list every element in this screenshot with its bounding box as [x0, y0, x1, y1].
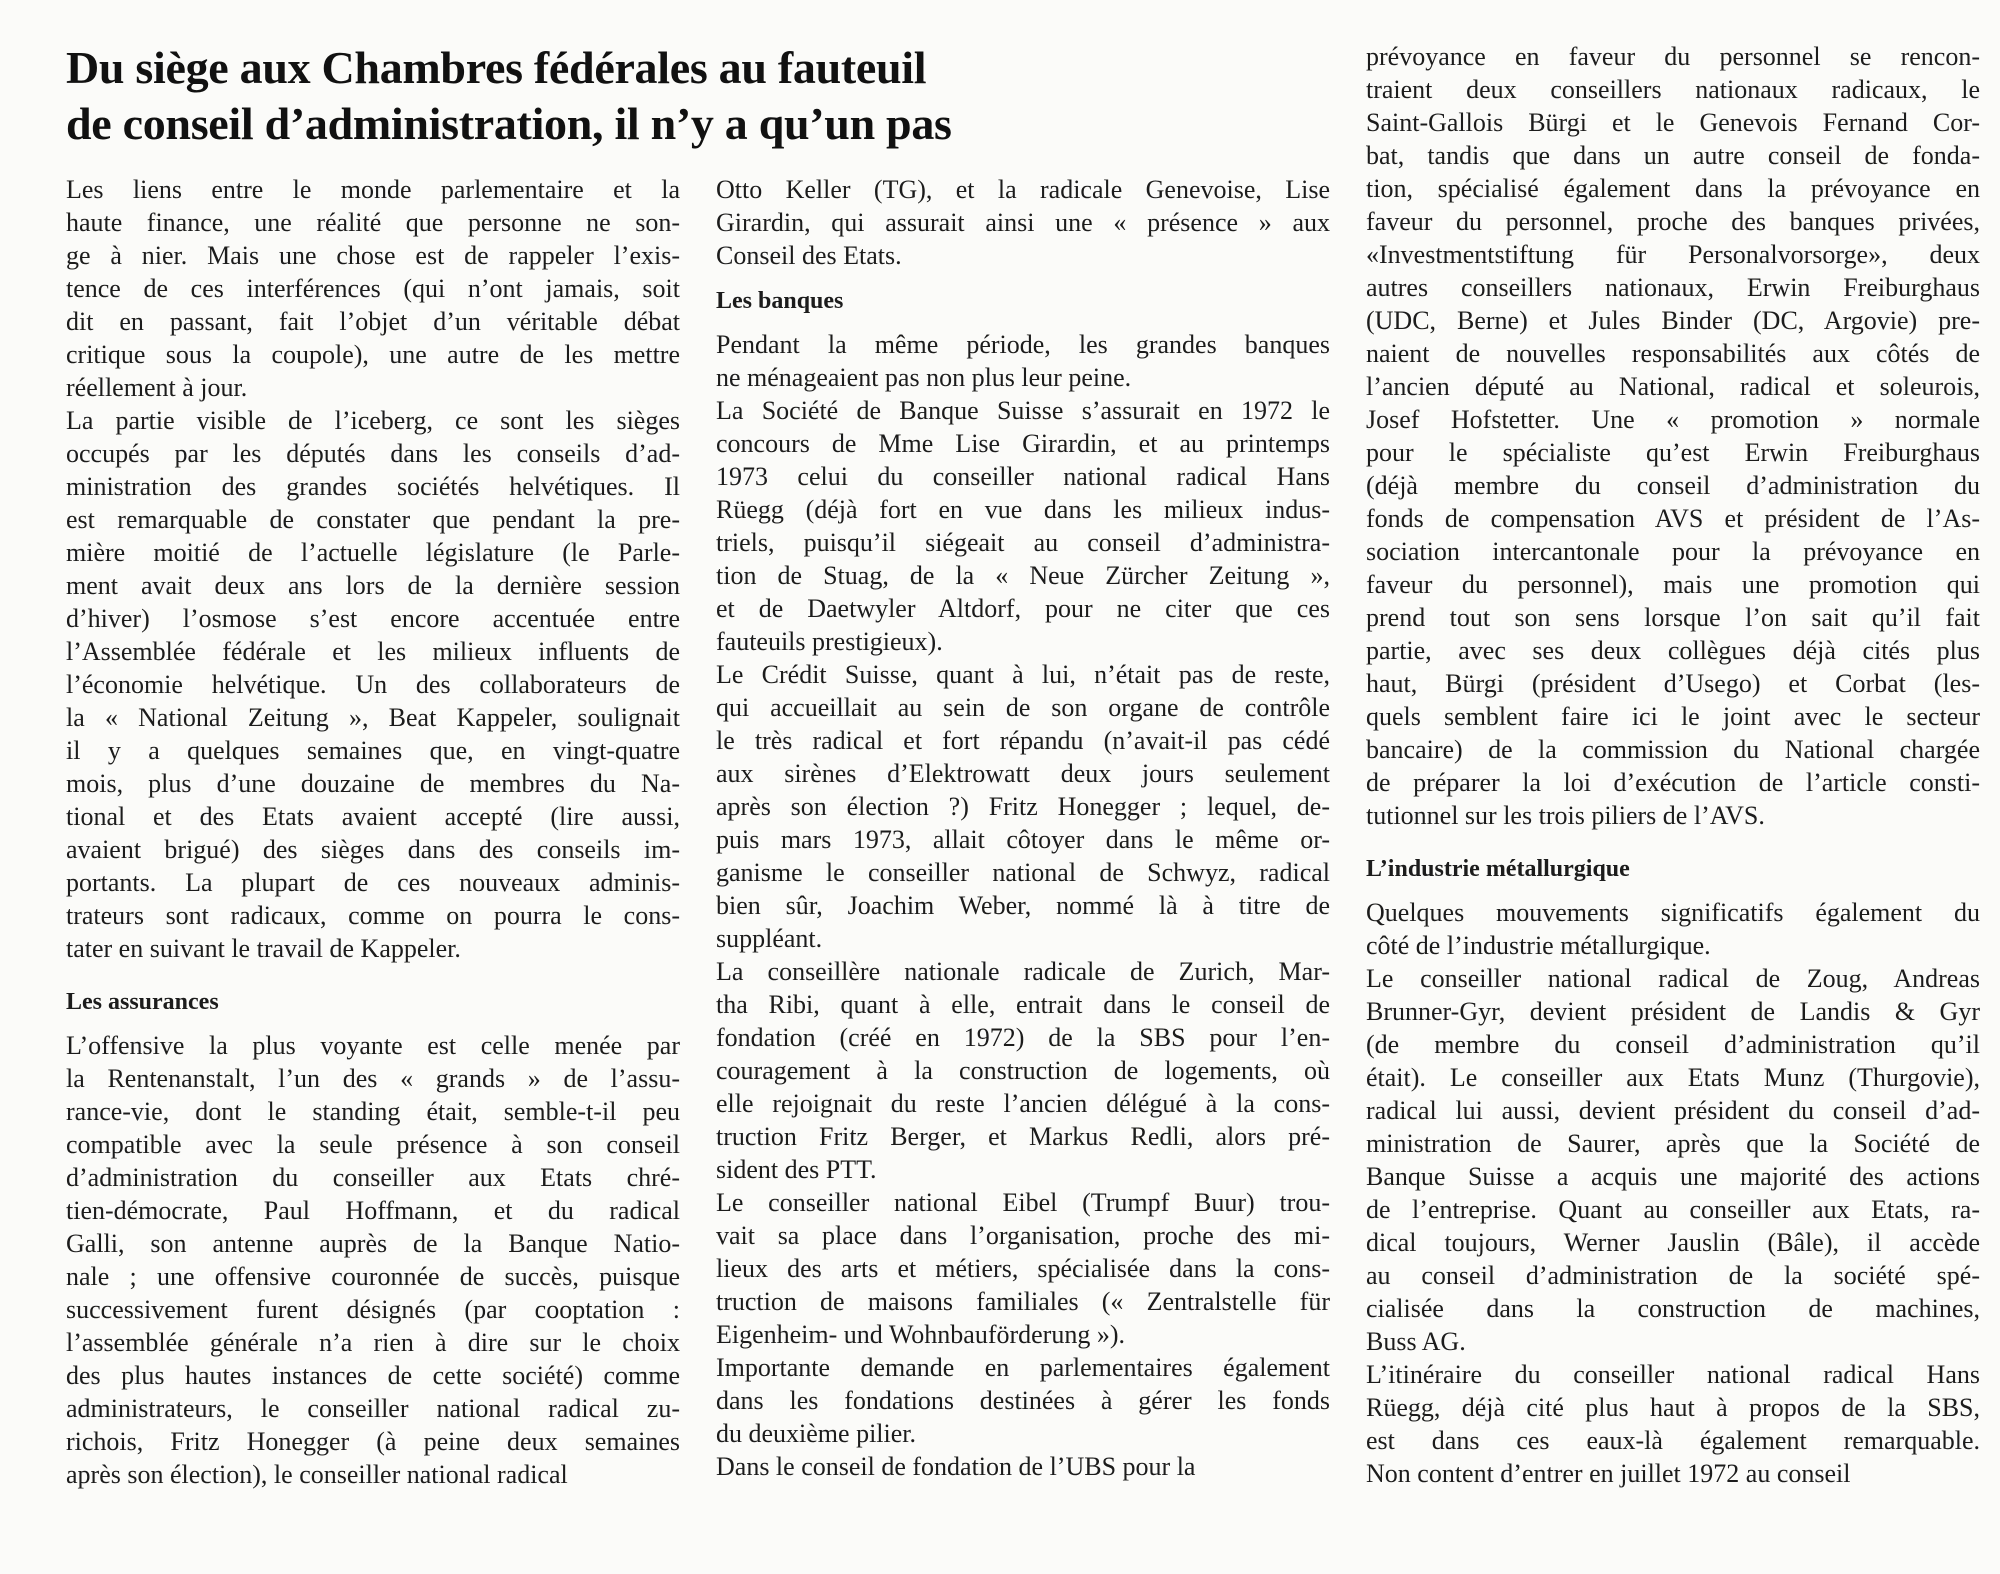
- section-heading-banques: Les banques: [716, 288, 844, 314]
- text-line: pour le spécialiste qu’est Erwin Freiburghaus: [1366, 438, 1980, 467]
- text-line: administrateurs, le conseiller national radical zu-: [66, 1394, 680, 1423]
- text-line: Banque Suisse a acquis une majorité des actions: [1366, 1162, 1980, 1191]
- text-line: après son élection ?) Fritz Honegger ; lequel, de-: [716, 792, 1330, 821]
- text-line: L’offensive la plus voyante est celle menée par: [66, 1031, 680, 1060]
- text-line: concours de Mme Lise Girardin, et au printemps: [716, 429, 1330, 458]
- text-line: mois, plus d’une douzaine de membres du Na-: [66, 769, 680, 798]
- text-line: au conseil d’administration de la société spé-: [1366, 1261, 1980, 1290]
- column-3: [1366, 40, 1980, 1490]
- text-line: Dans le conseil de fondation de l’UBS pour la: [716, 1452, 1196, 1481]
- column-2: [716, 173, 1330, 1483]
- text-line: trateurs sont radicaux, comme on pourra le cons-: [66, 901, 680, 930]
- text-line: la « National Zeitung », Beat Kappeler, soulignait: [66, 703, 680, 732]
- text-line: nale ; une offensive couronnée de succès, puisque: [66, 1262, 680, 1291]
- text-line: Pendant la même période, les grandes banques: [716, 330, 1330, 359]
- text-line: tater en suivant le travail de Kappeler.: [66, 934, 461, 963]
- text-line: truction Fritz Berger, et Markus Redli, alors pré-: [716, 1122, 1330, 1151]
- text-line: Josef Hofstetter. Une « promotion » normale: [1366, 405, 1980, 434]
- text-line: dical toujours, Werner Jauslin (Bâle), il accède: [1366, 1228, 1980, 1257]
- text-line: Importante demande en parlementaires également: [716, 1353, 1330, 1382]
- text-line: de l’entreprise. Quant au conseiller aux Etats, ra-: [1366, 1195, 1980, 1224]
- headline-line: Du siège aux Chambres fédérales au fauteuil: [66, 42, 927, 93]
- paragraph: [716, 658, 1330, 955]
- text-line: «Investmentstiftung für Personalvorsorge», deux: [1366, 240, 1980, 269]
- text-line: ge à nier. Mais une chose est de rappeler l’exis-: [66, 241, 680, 270]
- text-line: l’assemblée générale n’a rien à dire sur le choix: [66, 1328, 680, 1357]
- text-line: fauteuils prestigieux).: [716, 627, 943, 656]
- text-line: Girardin, qui assurait ainsi une « présence » aux: [716, 208, 1330, 237]
- text-line: qui accueillait au sein de son organe de contrôle: [716, 693, 1330, 722]
- text-line: Rüegg (déjà fort en vue dans les milieux indus-: [716, 495, 1330, 524]
- text-line: du deuxième pilier.: [716, 1419, 917, 1448]
- text-line: Quelques mouvements significatifs également du: [1366, 898, 1980, 927]
- text-line: tence de ces interférences (qui n’ont jamais, soit: [66, 274, 680, 303]
- text-line: suppléant.: [716, 924, 823, 953]
- article-headline: [66, 40, 1306, 152]
- text-line: aux sirènes d’Elektrowatt deux jours seulement: [716, 759, 1330, 788]
- text-line: ment avait deux ans lors de la dernière session: [66, 571, 680, 600]
- column-1: [66, 173, 680, 1491]
- text-line: (de membre du conseil d’administration qu’il: [1366, 1030, 1980, 1059]
- text-line: ministration des grandes sociétés helvétiques. Il: [66, 472, 680, 501]
- text-line: sident des PTT.: [716, 1155, 877, 1184]
- text-line: tien-démocrate, Paul Hoffmann, et du radical: [66, 1196, 680, 1225]
- text-line: portants. La plupart de ces nouveaux adminis-: [66, 868, 680, 897]
- text-line: Rüegg, déjà cité plus haut à propos de la SBS,: [1366, 1393, 1980, 1422]
- text-line: ministration de Saurer, après que la Société de: [1366, 1129, 1980, 1158]
- text-line: Buss AG.: [1366, 1327, 1466, 1356]
- text-line: l’ancien député au National, radical et soleurois,: [1366, 372, 1980, 401]
- paragraph: [66, 404, 680, 965]
- section-heading-industrie: L’industrie métallurgique: [1366, 856, 1630, 882]
- text-line: haute finance, une réalité que personne ne son-: [66, 208, 680, 237]
- paragraph: [716, 955, 1330, 1186]
- text-line: côté de l’industrie métallurgique.: [1366, 931, 1711, 960]
- text-line: sociation intercantonale pour la prévoyance en: [1366, 537, 1980, 566]
- text-line: Brunner-Gyr, devient président de Landis & Gyr: [1366, 997, 1980, 1026]
- text-line: puis mars 1973, allait côtoyer dans le même or-: [716, 825, 1330, 854]
- text-line: triels, puisqu’il siégeait au conseil d’administra-: [716, 528, 1330, 557]
- paragraph: [66, 1029, 680, 1491]
- text-line: fondation (créé en 1972) de la SBS pour l’en-: [716, 1023, 1330, 1052]
- text-line: réellement à jour.: [66, 373, 248, 402]
- text-line: était). Le conseiller aux Etats Munz (Thurgovie),: [1366, 1063, 1980, 1092]
- text-line: cialisée dans la construction de machines,: [1366, 1294, 1980, 1323]
- text-line: bien sûr, Joachim Weber, nommé là à titre de: [716, 891, 1330, 920]
- text-line: traient deux conseillers nationaux radicaux, le: [1366, 75, 1980, 104]
- text-line: (déjà membre du conseil d’administration du: [1366, 471, 1980, 500]
- paragraph: [1366, 40, 1980, 832]
- text-line: Le Crédit Suisse, quant à lui, n’était pas de reste,: [716, 660, 1330, 689]
- paragraph: [716, 328, 1330, 394]
- text-line: truction de maisons familiales (« Zentralstelle für: [716, 1287, 1330, 1316]
- text-line: la Rentenanstalt, l’un des « grands » de l’assu-: [66, 1064, 680, 1093]
- text-line: successivement furent désignés (par cooptation :: [66, 1295, 680, 1324]
- text-line: d’administration du conseiller aux Etats chré-: [66, 1163, 680, 1192]
- paragraph: [1366, 1358, 1980, 1490]
- text-line: couragement à la construction de logements, où: [716, 1056, 1330, 1085]
- text-line: lieux des arts et métiers, spécialisée dans la cons-: [716, 1254, 1330, 1283]
- text-line: Le conseiller national radical de Zoug, Andreas: [1366, 964, 1980, 993]
- text-line: critique sous la coupole), une autre de les mettre: [66, 340, 680, 369]
- text-line: Conseil des Etats.: [716, 241, 902, 270]
- paragraph: [716, 1450, 1330, 1483]
- text-line: l’Assemblée fédérale et les milieux influents de: [66, 637, 680, 666]
- text-line: tional et des Etats avaient accepté (lire aussi,: [66, 802, 680, 831]
- text-line: radical lui aussi, devient président du conseil d’ad-: [1366, 1096, 1980, 1125]
- headline-line: de conseil d’administration, il n’y a qu’un pas: [66, 98, 952, 149]
- text-line: tha Ribi, quant à elle, entrait dans le conseil de: [716, 990, 1330, 1019]
- text-line: Saint-Gallois Bürgi et le Genevois Fernand Cor-: [1366, 108, 1980, 137]
- text-line: des plus hautes instances de cette société) comme: [66, 1361, 680, 1390]
- text-line: de préparer la loi d’exécution de l’article consti-: [1366, 768, 1980, 797]
- text-line: L’itinéraire du conseiller national radical Hans: [1366, 1360, 1980, 1389]
- text-line: dans les fondations destinées à gérer les fonds: [716, 1386, 1330, 1415]
- text-line: autres conseillers nationaux, Erwin Freiburghaus: [1366, 273, 1980, 302]
- text-line: 1973 celui du conseiller national radical Hans: [716, 462, 1330, 491]
- text-line: ganisme le conseiller national de Schwyz, radical: [716, 858, 1330, 887]
- text-line: ne ménageaient pas non plus leur peine.: [716, 363, 1132, 392]
- paragraph: [716, 394, 1330, 658]
- text-line: d’hiver) l’osmose s’est encore accentuée entre: [66, 604, 680, 633]
- paragraph: [716, 1186, 1330, 1351]
- text-line: Eigenheim- und Wohnbauförderung »).: [716, 1320, 1125, 1349]
- text-line: fonds de compensation AVS et président de l’As-: [1366, 504, 1980, 533]
- text-line: est remarquable de constater que pendant la pre-: [66, 505, 680, 534]
- paragraph: [716, 1351, 1330, 1450]
- text-line: Les liens entre le monde parlementaire et la: [66, 175, 680, 204]
- text-line: (UDC, Berne) et Jules Binder (DC, Argovie) pre-: [1366, 306, 1980, 335]
- section-heading-assurances: Les assurances: [66, 989, 219, 1015]
- text-line: haut, Bürgi (président d’Usego) et Corbat (les-: [1366, 669, 1980, 698]
- text-line: bat, tandis que dans un autre conseil de fonda-: [1366, 141, 1980, 170]
- text-line: richois, Fritz Honegger (à peine deux semaines: [66, 1427, 680, 1456]
- text-line: mière moitié de l’actuelle législature (le Parle-: [66, 538, 680, 567]
- text-line: le très radical et fort répandu (n’avait-il pas cédé: [716, 726, 1330, 755]
- text-line: bancaire) de la commission du National chargée: [1366, 735, 1980, 764]
- text-line: partie, avec ses deux collègues déjà cités plus: [1366, 636, 1980, 665]
- text-line: et de Daetwyler Altdorf, pour ne citer que ces: [716, 594, 1330, 623]
- text-line: La conseillère nationale radicale de Zurich, Mar-: [716, 957, 1330, 986]
- text-line: est dans ces eaux-là également remarquable.: [1366, 1426, 1980, 1455]
- text-line: La Société de Banque Suisse s’assurait en 1972 le: [716, 396, 1330, 425]
- paragraph: [1366, 962, 1980, 1358]
- text-line: occupés par les députés dans les conseils d’ad-: [66, 439, 680, 468]
- text-line: dit en passant, fait l’objet d’un véritable débat: [66, 307, 680, 336]
- text-line: avaient brigué) des sièges dans des conseils im-: [66, 835, 680, 864]
- text-line: faveur du personnel), mais une promotion qui: [1366, 570, 1980, 599]
- text-line: prévoyance en faveur du personnel se rencon-: [1366, 42, 1980, 71]
- text-line: après son élection), le conseiller national radical: [66, 1460, 568, 1489]
- text-line: naient de nouvelles responsabilités aux côtés de: [1366, 339, 1980, 368]
- text-line: Galli, son antenne auprès de la Banque Natio-: [66, 1229, 680, 1258]
- text-line: prend tout son sens lorsque l’on sait qu’il fait: [1366, 603, 1980, 632]
- paragraph: [66, 173, 680, 404]
- text-line: rance-vie, dont le standing était, semble-t-il peu: [66, 1097, 680, 1126]
- text-line: Non content d’entrer en juillet 1972 au conseil: [1366, 1459, 1851, 1488]
- text-line: tion de Stuag, de la « Neue Zürcher Zeitung »,: [716, 561, 1330, 590]
- text-line: tutionnel sur les trois piliers de l’AVS.: [1366, 801, 1765, 830]
- text-line: faveur du personnel, proche des banques privées,: [1366, 207, 1980, 236]
- text-line: Le conseiller national Eibel (Trumpf Buur) trou-: [716, 1188, 1330, 1217]
- paragraph: [716, 173, 1330, 272]
- text-line: Otto Keller (TG), et la radicale Genevoise, Lise: [716, 175, 1330, 204]
- text-line: compatible avec la seule présence à son conseil: [66, 1130, 680, 1159]
- paragraph: [1366, 896, 1980, 962]
- text-line: elle rejoignait du reste l’ancien délégué à la cons-: [716, 1089, 1330, 1118]
- text-line: l’économie helvétique. Un des collaborateurs de: [66, 670, 680, 699]
- text-line: La partie visible de l’iceberg, ce sont les sièges: [66, 406, 680, 435]
- text-line: il y a quelques semaines que, en vingt-quatre: [66, 736, 680, 765]
- text-line: tion, spécialisé également dans la prévoyance en: [1366, 174, 1980, 203]
- text-line: quels semblent faire ici le joint avec le secteur: [1366, 702, 1980, 731]
- text-line: vait sa place dans l’organisation, proche des mi-: [716, 1221, 1330, 1250]
